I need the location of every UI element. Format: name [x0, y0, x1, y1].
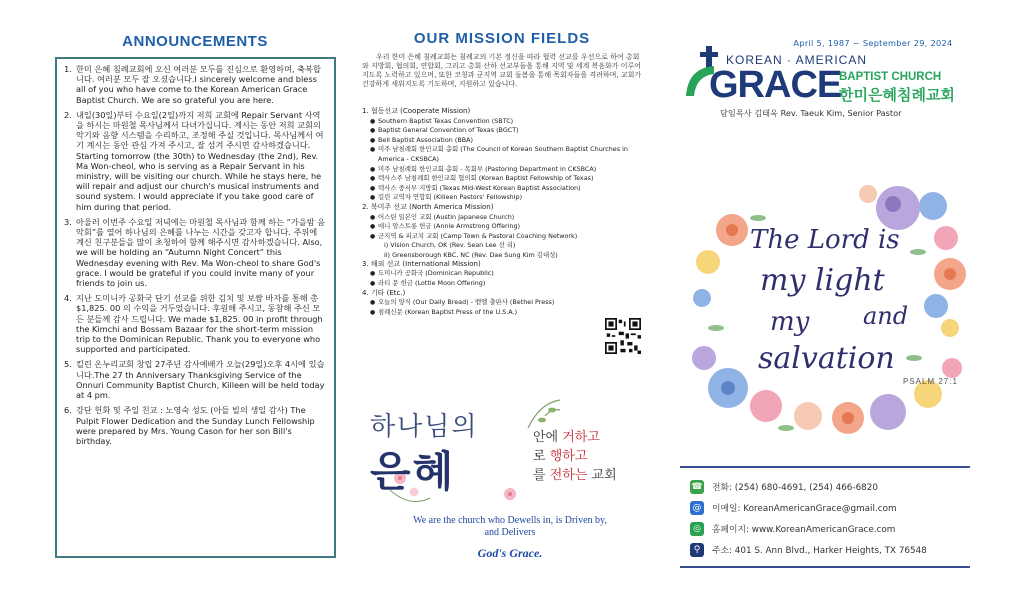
- contact-info: [680, 466, 970, 568]
- announcement-item: [64, 405, 326, 446]
- phone-icon: ☎: [691, 481, 703, 492]
- mission-fields-title: OUR MISSION FIELDS: [413, 30, 591, 47]
- gods-grace-text: God's Grace.: [477, 546, 543, 560]
- verse-line-4: my: [770, 307, 810, 337]
- senior-pastor: 담임목사 김태욱 Rev. Taeuk Kim, Senior Pastor: [720, 108, 902, 118]
- contact-text[interactable]: 홈페이지: www.KoreanAmericanGrace.com: [712, 525, 896, 535]
- list-item: ● 애니 암스트롱 헌금 (Annie Armstrong Offering): [370, 222, 521, 231]
- flower-wreath: [692, 185, 966, 434]
- verse-line-1: The Lord is: [750, 225, 900, 255]
- item-text: 킬린 온누리교회 창립 27주년 감사예배가 오늘(29일)오후 4시에 있습니다.The 27 th Anniversary Thanksgiving Service of the Onnuri Community Baptist Church, Killeen will be held today at 4 pm.: [76, 359, 325, 401]
- location-icon: ⚲: [690, 543, 704, 557]
- section-heading: 4. 기타 (Etc.): [362, 288, 406, 297]
- qr-code[interactable]: [605, 318, 641, 354]
- item-text: 아울러 이번주 수요일 저녁에는 마원철 목사님과 함께 하는 “가을밤 음악회”를 열어 하나님의 은혜를 나누는 시간을 갖고자 합니다. 주위에 계신 친구분들을 많이 초청하여 함께 해주시면 감사하겠습니다. Also, we will be holding an “Autumn Night Concert” this Wednesday evening with Rev. Ma Won-cheol to share God's grace. I would be grateful if you could invite many of your friends to join us.: [76, 216, 326, 289]
- item-text: 킬린 교역자 연합회 (Killeen Pastors' Fellowship): [378, 193, 523, 202]
- item-text: 텍사스 중서부 지방회 (Texas Mid-West Korean Baptist Association): [378, 183, 581, 192]
- item-text: 오늘의 양식 (Our Daily Bread) - 벧엘 출판사 (Bethel Press): [378, 298, 555, 307]
- contact-website[interactable]: [690, 518, 970, 539]
- item-number: 6.: [64, 405, 72, 416]
- announcement-item: [64, 110, 326, 212]
- verse-illustration: [688, 178, 968, 440]
- announcement-item: [64, 293, 326, 354]
- item-number: 2.: [64, 109, 72, 120]
- list-item: ● 킬린 교역자 연합회 (Killeen Pastors' Fellowship): [370, 193, 523, 202]
- motto-text: 로: [533, 449, 550, 464]
- item-text: 미주 남침례회 한인교회 총회 (The Council of Korean Southern Baptist Churches in America - CKSBCA): [378, 145, 628, 163]
- motto-highlight: 거하고: [562, 430, 600, 445]
- contact-text: 주소: 401 S. Ann Blvd., Harker Heights, TX 76548: [712, 546, 927, 556]
- church-logo: [676, 46, 976, 106]
- motto-highlight: 전하는: [549, 468, 588, 483]
- mission-sections: [362, 107, 642, 317]
- verse-line-3: and: [863, 302, 909, 330]
- item-number: 5.: [64, 359, 72, 370]
- church-dates: April 5, 1987 ~ September 29, 2024: [793, 38, 953, 48]
- web-icon: ◎: [690, 522, 704, 536]
- section-heading: 3. 해외 선교 (International Mission): [362, 259, 481, 268]
- list-item: ● Bell Baptist Association (BBA): [370, 135, 473, 144]
- item-text: 미주 남침례회 한인교회 총회 - 목회부 (Pastoring Department in CKSBCA): [378, 164, 597, 173]
- list-item: ● 텍사스 중서부 지방회 (Texas Mid-West Korean Baptist Association): [370, 183, 581, 192]
- item-text: 지난 도미니카 공화국 단기 선교를 위한 김치 및 보쌈 바자를 통해 총 $1,825. 00 의 수익을 거두었습니다. 후원해 주시고, 동참해 주신 모든 분들께 감사 드립니다. We made $1,825. 00 in profit through the Kimchi and Bossam Bazaar for the short-term mission trip to the Dominican Republic. Thank you to everyone who supported and participated.: [76, 293, 323, 355]
- contact-text: 전화: (254) 680-4691, (254) 466-6820: [712, 483, 878, 493]
- list-item: ● 오늘의 양식 (Our Daily Bread) - 벧엘 출판사 (Bethel Press): [370, 298, 555, 307]
- logo-korean-name: 한미은혜침례교회: [839, 86, 955, 104]
- list-item: ● 미주 남침례회 한인교회 총회 (The Council of Korean Southern Baptist Churches in America - CKSBCA): [362, 145, 642, 164]
- logo-korean-american: KOREAN · AMERICAN: [726, 53, 868, 67]
- list-item: ● 라티 문 헌금 (Lottie Moon Offering): [370, 278, 486, 287]
- logo-grace: GRACE: [709, 64, 842, 106]
- motto-text: 교회: [587, 468, 617, 483]
- item-text: 라티 문 헌금 (Lottie Moon Offering): [378, 278, 486, 287]
- list-item: ● 군지역 & 피코치 교회 (Camp Town & Pastoral Coaching Network): [370, 231, 578, 240]
- grace-line-1: 하나님의: [370, 412, 479, 442]
- item-text: 텍사스주 남침례회 한인교회 협의회 (Korean Baptist Fellowship of Texas): [378, 174, 594, 183]
- list-item: ● Southern Baptist Texas Convention (SBTC): [370, 116, 514, 125]
- contact-email[interactable]: [690, 497, 970, 518]
- item-text: 어스틴 일본인 교회 (Austin Japanese Church): [378, 212, 515, 221]
- item-text: 도미니카 공화국 (Dominican Republic): [378, 269, 494, 278]
- announcement-item: [64, 64, 326, 105]
- list-item: ● 미주 남침례회 한인교회 총회 - 목회부 (Pastoring Department in CKSBCA): [370, 164, 597, 173]
- item-number: 4.: [64, 293, 72, 304]
- item-text: 한미 은혜 침례교회에 오신 여러분 모두를 진심으로 환영하며, 축복합니다. 여러분 모두 잘 오셨습니다.I sincerely welcome and bless all of you who have come to the Korean American Grace Baptist Church. We are so grateful you are here.: [76, 64, 321, 105]
- list-item: ● 텍사스주 남침례회 한인교회 협의회 (Korean Baptist Fellowship of Texas): [370, 174, 594, 183]
- announcement-item: [64, 217, 326, 288]
- motto-text: 안에: [533, 430, 563, 445]
- item-text: 애니 암스트롱 헌금 (Annie Armstrong Offering): [378, 222, 521, 231]
- contact-address: [690, 539, 970, 560]
- item-text: Bell Baptist Association (BBA): [378, 135, 473, 144]
- announcements-list: [64, 64, 326, 446]
- verse-line-2: my light: [760, 263, 885, 298]
- item-text: 강단 헌화 및 주일 친교 : 노영숙 성도 (아들 빌의 생일 감사) The Pulpit Flower Dedication and the Sunday Lunch Fellowship were prepared by Mrs. Young Cason for her son Bill's birthday.: [76, 405, 315, 446]
- announcements-title: ANNOUNCEMENTS: [122, 33, 268, 50]
- announcements-box: [55, 57, 336, 558]
- grace-logo-block: [370, 398, 640, 588]
- item-number: 1.: [64, 64, 72, 74]
- motto-text: 를: [533, 468, 550, 483]
- announcement-item: [64, 359, 326, 400]
- list-item: ● 어스틴 일본인 교회 (Austin Japanese Church): [370, 212, 515, 221]
- sub-item: i) Vision Church, OK (Rev. Sean Lee 선 리): [384, 241, 516, 250]
- motto-highlight: 행하고: [549, 449, 588, 464]
- section-heading: 1. 협동선교 (Cooperate Mission): [362, 107, 471, 115]
- list-item: ● Baptist General Convention of Texas (BGCT): [370, 126, 519, 135]
- item-text: Southern Baptist Texas Convention (SBTC): [378, 116, 514, 125]
- sub-item: ii) Greensborough KBC, NC (Rev. Dae Sung Kim 김대성): [384, 250, 558, 259]
- item-text: 침례신문 (Korean Baptist Press of the U.S.A.): [378, 307, 518, 316]
- section-heading: 2. 북미주 선교 (North America Mission): [362, 202, 494, 211]
- verse-reference: PSALM 27:1: [903, 377, 958, 386]
- item-text: Baptist General Convention of Texas (BGCT): [378, 126, 519, 135]
- email-icon: @: [690, 501, 704, 515]
- contact-phone: [690, 476, 970, 497]
- item-text: 내일(30일)부터 수요일(2일)까지 저희 교회에 Repair Servant 사역을 하시는 마원철 목사님께서 다녀가십니다. 계시는 동안 저희 교회의 악기와 음향 시스템을 수리하고, 조정해 주실 것입니다. 목사님께서 여기 계시는 동안 관심 가져 주시고, 잘 섬겨 주시면 감사하겠습니다. Starting tomorrow (the 30th) to Wednesday (the 2nd), Rev. Ma Won-cheol, who is serving as a Repair Servant in his ministry, will be visiting our church. While he stays here, he will repair and adjust our church's musical instruments and sound system. I would appreciate if you take good care of him during that period.: [76, 109, 324, 212]
- church-mission-statement: We are the church who Dewells in, is Driven by, and Delivers: [413, 515, 607, 538]
- grace-motto: [533, 428, 617, 485]
- list-item: ● 침례신문 (Korean Baptist Press of the U.S.A.): [370, 307, 518, 316]
- grace-logo-text: [370, 406, 478, 499]
- item-number: 3.: [64, 216, 72, 227]
- logo-baptist-church: BAPTIST CHURCH: [839, 71, 942, 83]
- contact-text[interactable]: 이메일: KoreanAmericanGrace@gmail.com: [712, 504, 897, 514]
- mission-intro: 우리 한미 은혜 침례교회는 침례교의 기본 정신을 따라 협력 선교를 우선으로 하여 총회와 지방회, 협의회, 연합회, 그리고 총회 산하 선교부들을 통해 지역 및 세계 복음화가 이루어지도록 노력하고 있으며, 또한 코칭과 군지역 교회 돌봄을 통해 목회자들을 격려하며, 교회가 건강하게 세워지도록 기도하며, 지원하고 있습니다.: [362, 53, 642, 88]
- grace-line-2: 은혜: [370, 447, 456, 496]
- verse-line-5: salvation: [758, 341, 895, 376]
- list-item: ● 도미니카 공화국 (Dominican Republic): [370, 269, 494, 278]
- item-text: 군지역 & 피코치 교회 (Camp Town & Pastoral Coaching Network): [378, 231, 578, 240]
